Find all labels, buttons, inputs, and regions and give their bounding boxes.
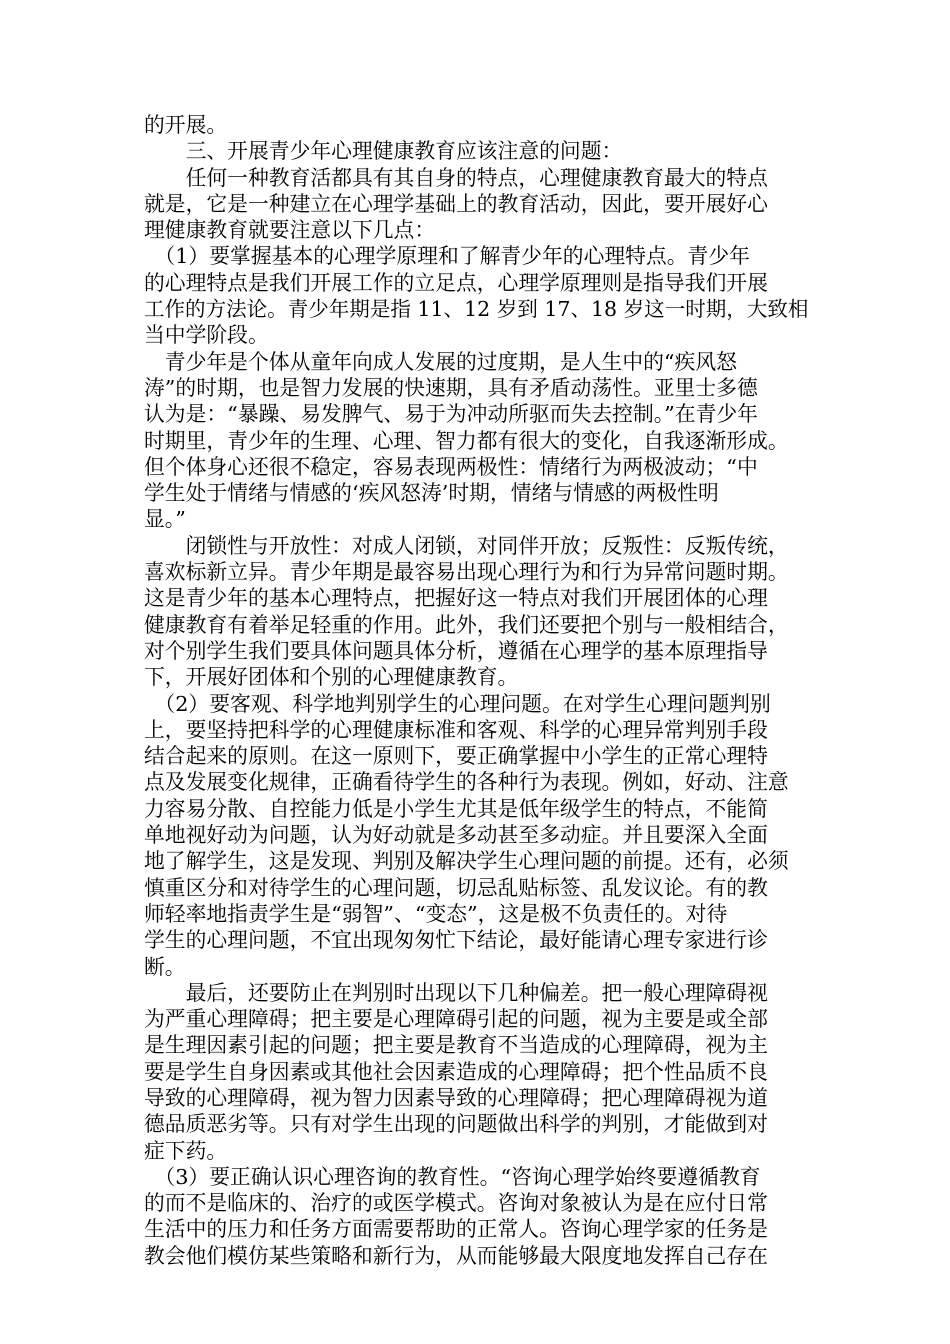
text-line: 但个体身心还很不稳定，容易表现两极性：情绪行为两极波动；“中	[144, 454, 758, 479]
text-line: 师轻率地指责学生是“弱智”、“变态”，这是极不负责任的。对待	[144, 901, 728, 926]
text-line: 的而不是临床的、治疗的或医学模式。咨询对象被认为是在应付日常	[144, 1191, 768, 1216]
text-line: 最后，还要防止在判别时出现以下几种偏差。把一般心理障碍视	[144, 980, 768, 1005]
text-line: 三、开展青少年心理健康教育应该注意的问题：	[144, 139, 623, 164]
text-line: 地了解学生，这是发现、判别及解决学生心理问题的前提。还有，必须	[144, 849, 789, 874]
text-line: 要是学生自身因素或其他社会因素造成的心理障碍；把个性品质不良	[144, 1059, 768, 1084]
text-line: （3）要正确认识心理咨询的教育性。“咨询心理学始终要遵循教育	[144, 1164, 761, 1189]
text-line: 单地视好动为问题，认为好动就是多动甚至多动症。并且要深入全面	[144, 823, 768, 848]
text-line: 显。”	[144, 507, 186, 532]
text-line: 青少年是个体从童年向成人发展的过度期，是人生中的“疾风怒	[144, 349, 737, 374]
text-line: 为严重心理障碍；把主要是心理障碍引起的问题，视为主要是或全部	[144, 1007, 768, 1032]
text-line: 就是，它是一种建立在心理学基础上的教育活动，因此，要开展好心	[144, 191, 768, 216]
text-line: 教会他们模仿某些策略和新行为，从而能够最大限度地发挥自己存在	[144, 1243, 768, 1268]
text-line: 闭锁性与开放性：对成人闭锁，对同伴开放；反叛性：反叛传统，	[144, 533, 789, 558]
text-line: （2）要客观、科学地判别学生的心理问题。在对学生心理问题判别	[144, 691, 771, 716]
text-line: 当中学阶段。	[144, 323, 269, 348]
text-line: 对个别学生我们要具体问题具体分析，遵循在心理学的基本原理指导	[144, 638, 768, 663]
text-line: 下，开展好团体和个别的心理健康教育。	[144, 665, 519, 690]
text-line: 任何一种教育活都具有其自身的特点，心理健康教育最大的特点	[144, 165, 768, 190]
text-line: 学生处于情绪与情感的‘疾风怒涛’时期，情绪与情感的两极性明	[144, 481, 719, 506]
text-line: 时期里，青少年的生理、心理、智力都有很大的变化，自我逐渐形成。	[144, 428, 789, 453]
text-line: 喜欢标新立异。青少年期是最容易出现心理行为和行为异常问题时期。	[144, 560, 789, 585]
text-line: 这是青少年的基本心理特点，把握好这一特点对我们开展团体的心理	[144, 586, 768, 611]
text-line: 理健康教育就要注意以下几点：	[144, 218, 436, 243]
text-line: 断。	[144, 954, 186, 979]
text-line: （1）要掌握基本的心理学原理和了解青少年的心理特点。青少年	[144, 244, 750, 269]
text-line: 学生的心理问题，不宜出现匆匆忙下结论，最好能请心理专家进行诊	[144, 928, 768, 953]
document-body-text	[144, 112, 812, 1269]
text-line: 慎重区分和对待学生的心理问题，切忌乱贴标签、乱发议论。有的教	[144, 875, 768, 900]
text-line: 认为是：“暴躁、易发脾气、易于为冲动所驱而失去控制。”在青少年	[144, 402, 758, 427]
text-line: 健康教育有着举足轻重的作用。此外，我们还要把个别与一般相结合，	[144, 612, 789, 637]
text-line: 工作的方法论。青少年期是指 11、12 岁到 17、18 岁这一时期，大致相	[144, 297, 809, 322]
text-line: 结合起来的原则。在这一原则下，要正确掌握中小学生的正常心理特	[144, 744, 768, 769]
text-line: 力容易分散、自控能力低是小学生尤其是低年级学生的特点，不能简	[144, 796, 768, 821]
text-line: 上，要坚持把科学的心理健康标准和客观、科学的心理异常判别手段	[144, 717, 768, 742]
text-line: 生活中的压力和任务方面需要帮助的正常人。咨询心理学家的任务是	[144, 1217, 768, 1242]
text-line: 的心理特点是我们开展工作的立足点，心理学原理则是指导我们开展	[144, 270, 768, 295]
text-line: 的开展。	[144, 113, 228, 137]
text-line: 涛”的时期，也是智力发展的快速期，具有矛盾动荡性。亚里士多德	[144, 375, 758, 400]
text-line: 点及发展变化规律，正确看待学生的各种行为表现。例如，好动、注意	[144, 770, 789, 795]
text-line: 是生理因素引起的问题；把主要是教育不当造成的心理障碍，视为主	[144, 1033, 768, 1058]
text-line: 德品质恶劣等。只有对学生出现的问题做出科学的判别，才能做到对	[144, 1112, 768, 1137]
text-line: 导致的心理障碍，视为智力因素导致的心理障碍；把心理障碍视为道	[144, 1085, 768, 1110]
text-line: 症下药。	[144, 1138, 228, 1163]
